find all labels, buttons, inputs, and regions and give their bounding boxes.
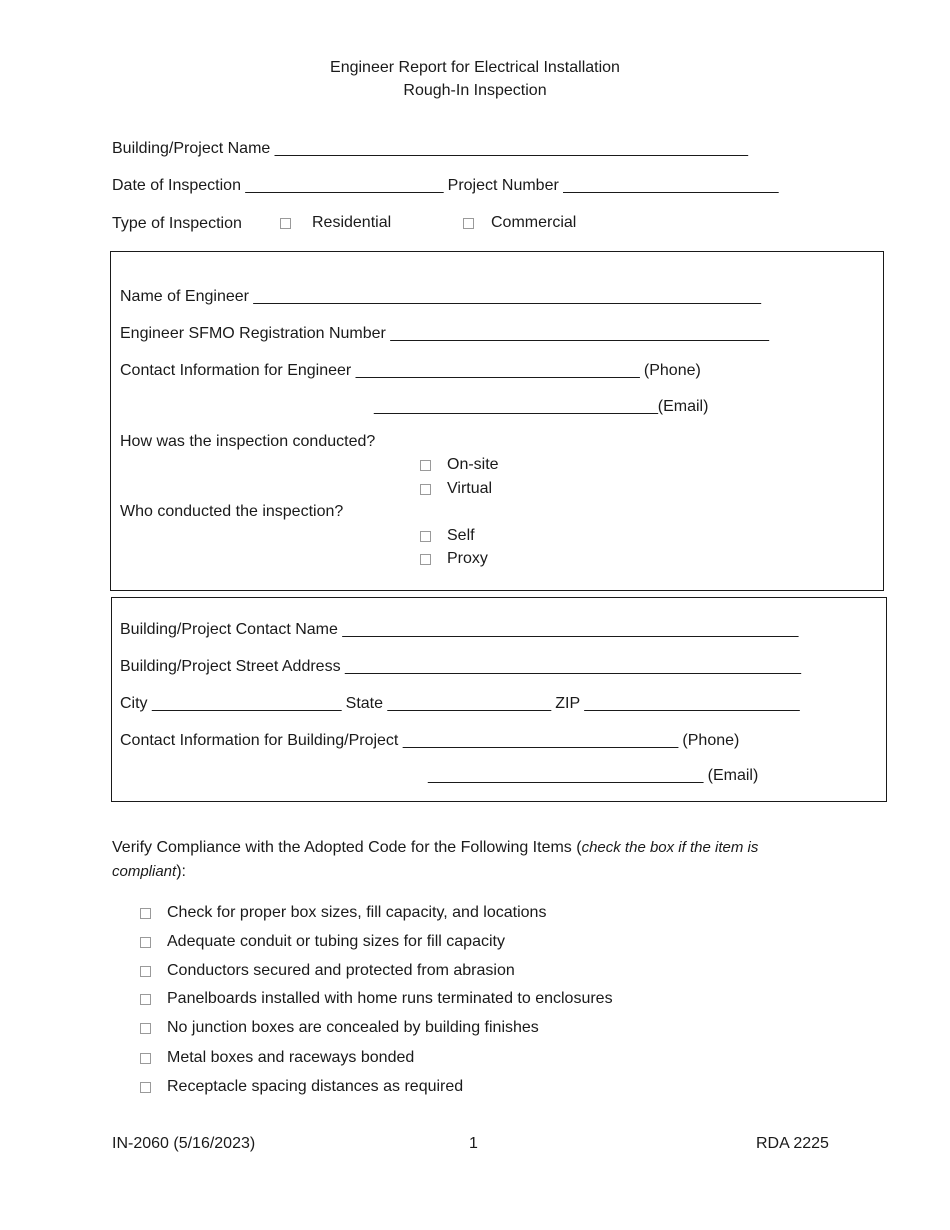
compliance-checkbox[interactable] [140, 1053, 151, 1064]
type-commercial-option [463, 215, 576, 231]
compliance-item-label: Receptacle spacing distances as required [167, 1078, 464, 1095]
virtual-label: Virtual [447, 480, 493, 497]
onsite-label: On-site [447, 456, 499, 473]
type-label: Type of Inspection [112, 215, 242, 232]
onsite-option [420, 457, 499, 473]
address-field[interactable]: _____________________________________________________ [345, 658, 801, 675]
residential-label: Residential [312, 214, 392, 231]
compliance-intro-italic: check the box if the item is [581, 839, 759, 856]
project-name-row [112, 141, 748, 157]
contact-name-row [120, 622, 798, 638]
type-residential-option [280, 215, 391, 231]
rda-code: RDA 2225 [756, 1135, 829, 1152]
proxy-option [420, 551, 488, 567]
project-name-field[interactable]: _______________________________________________________ [274, 140, 748, 157]
project-number-label: Project Number [447, 177, 559, 194]
compliance-item-label: Conductors secured and protected from abrasion [167, 962, 515, 979]
compliance-item [140, 1020, 539, 1036]
engineer-email-row [374, 399, 708, 415]
compliance-intro-italic-2: compliant [112, 863, 177, 880]
compliance-item [140, 934, 505, 950]
project-name-label: Building/Project Name [112, 140, 271, 157]
self-option [420, 528, 475, 544]
project-phone-field[interactable]: ________________________________ [402, 732, 678, 749]
compliance-item-label: Panelboards installed with home runs terminated to enclosures [167, 990, 613, 1007]
engineer-name-field[interactable]: ___________________________________________________________ [253, 288, 761, 305]
registration-field[interactable]: ____________________________________________ [390, 325, 769, 342]
form-id: IN-2060 (5/16/2023) [112, 1135, 256, 1152]
registration-label: Engineer SFMO Registration Number [120, 325, 386, 342]
engineer-name-row [120, 289, 761, 305]
virtual-option [420, 481, 492, 497]
contact-name-label: Building/Project Contact Name [120, 621, 338, 638]
state-field[interactable]: ___________________ [387, 695, 551, 712]
project-contact-info-label: Contact Information for Building/Project [120, 732, 399, 749]
compliance-checkbox[interactable] [140, 1082, 151, 1093]
compliance-item [140, 963, 515, 979]
compliance-item-label: No junction boxes are concealed by building finishes [167, 1019, 539, 1036]
compliance-intro-line2 [112, 864, 186, 880]
compliance-item [140, 991, 613, 1007]
compliance-checkbox[interactable] [140, 994, 151, 1005]
compliance-item-label: Adequate conduit or tubing sizes for fill capacity [167, 933, 505, 950]
compliance-item-label: Metal boxes and raceways bonded [167, 1049, 415, 1066]
engineer-name-label: Name of Engineer [120, 288, 249, 305]
address-row [120, 659, 801, 675]
engineer-email-field[interactable]: _________________________________ [374, 398, 658, 415]
engineer-contact-row [120, 363, 701, 379]
compliance-item [140, 1079, 463, 1095]
compliance-intro-end: ): [176, 863, 186, 880]
zip-field[interactable]: _________________________ [584, 695, 800, 712]
city-state-zip-row [120, 696, 799, 712]
state-label: State [345, 695, 383, 712]
form-title: Engineer Report for Electrical Installation [330, 59, 620, 76]
address-label: Building/Project Street Address [120, 658, 341, 675]
date-label: Date of Inspection [112, 177, 241, 194]
date-row [112, 178, 778, 194]
date-field[interactable]: _______________________ [245, 177, 444, 194]
compliance-intro [112, 840, 758, 856]
self-label: Self [447, 527, 475, 544]
form-subtitle: Rough-In Inspection [403, 82, 547, 99]
contact-name-field[interactable]: _____________________________________________________ [342, 621, 799, 638]
residential-checkbox[interactable] [280, 218, 291, 229]
compliance-item [140, 1050, 414, 1066]
compliance-checkbox[interactable] [140, 966, 151, 977]
zip-label: ZIP [555, 695, 580, 712]
compliance-intro-text: Verify Compliance with the Adopted Code for the Following Items ( [112, 839, 582, 856]
project-email-suffix: (Email) [707, 767, 759, 784]
how-conducted-label: How was the inspection conducted? [120, 433, 376, 450]
engineer-phone-field[interactable]: _________________________________ [355, 362, 640, 379]
commercial-checkbox[interactable] [463, 218, 474, 229]
registration-row [120, 326, 769, 342]
city-field[interactable]: ______________________ [152, 695, 342, 712]
proxy-checkbox[interactable] [420, 554, 431, 565]
compliance-checkbox[interactable] [140, 937, 151, 948]
engineer-email-suffix: (Email) [657, 398, 709, 415]
engineer-contact-label: Contact Information for Engineer [120, 362, 352, 379]
engineer-phone-suffix: (Phone) [643, 362, 701, 379]
proxy-label: Proxy [447, 550, 488, 567]
self-checkbox[interactable] [420, 531, 431, 542]
commercial-label: Commercial [491, 214, 577, 231]
page-number: 1 [469, 1135, 478, 1152]
who-conducted-label: Who conducted the inspection? [120, 503, 344, 520]
compliance-checkbox[interactable] [140, 908, 151, 919]
city-label: City [120, 695, 148, 712]
project-phone-suffix: (Phone) [682, 732, 740, 749]
compliance-checkbox[interactable] [140, 1023, 151, 1034]
project-email-row [428, 768, 758, 784]
compliance-item-label: Check for proper box sizes, fill capacity, and locations [167, 904, 547, 921]
virtual-checkbox[interactable] [420, 484, 431, 495]
project-email-field[interactable]: ________________________________ [428, 767, 704, 784]
compliance-item [140, 905, 546, 921]
onsite-checkbox[interactable] [420, 460, 431, 471]
project-number-field[interactable]: _________________________ [563, 177, 779, 194]
project-contact-info-row [120, 733, 739, 749]
